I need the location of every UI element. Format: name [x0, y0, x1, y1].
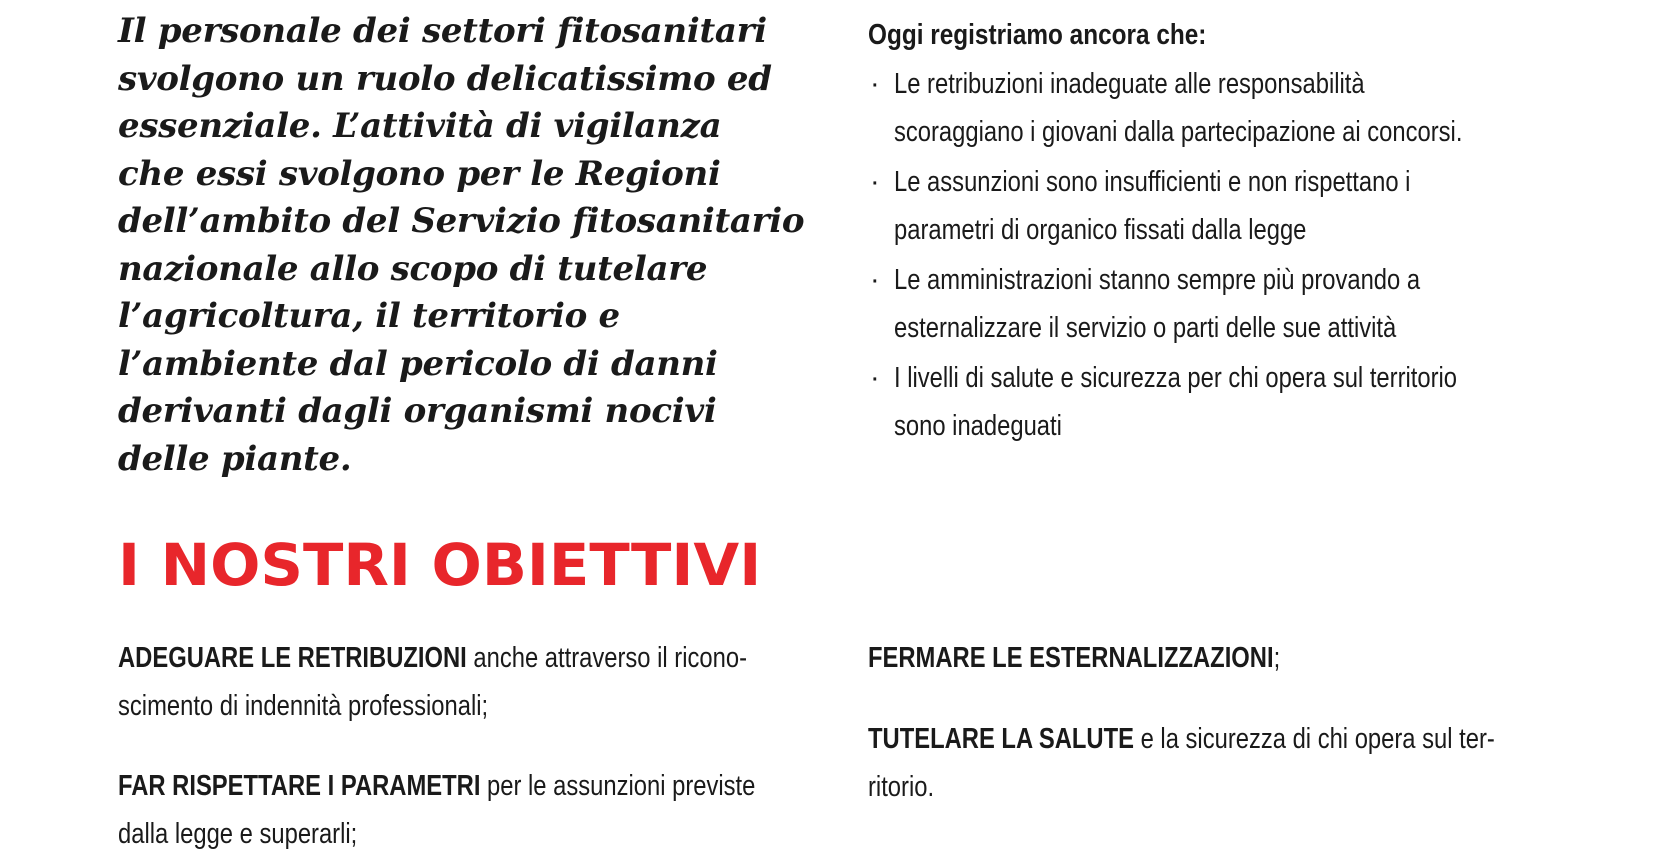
status-list-item: [868, 158, 1648, 254]
status-item-line: esternalizzare il servizio o parti delle sue attività: [894, 312, 1397, 344]
intro-line: l’ambiente dal pericolo di danni: [118, 343, 718, 384]
objective-item: [118, 634, 885, 730]
intro-line: essenziale. L’attività di vigilanza: [118, 106, 722, 146]
status-item-line: I livelli di salute e sicurezza per chi opera sul territorio: [894, 362, 1458, 394]
status-list-item: [868, 354, 1648, 450]
status-item-line: sono inadeguati: [894, 410, 1062, 442]
bullet-dot: ·: [870, 362, 880, 394]
intro-line: l’agricoltura, il territorio e: [118, 296, 620, 336]
objective-keyword: FAR RISPETTARE I PARAMETRI: [118, 770, 481, 802]
objective-line: [118, 634, 747, 682]
objective-line: [868, 715, 1495, 763]
objective-line: [868, 634, 1280, 682]
bullet-dot: ·: [870, 264, 880, 296]
intro-line: nazionale allo scopo di tutelare: [118, 248, 708, 289]
objective-item: [118, 762, 895, 858]
status-section: [868, 12, 1648, 452]
objective-line: dalla legge e superarli;: [118, 818, 358, 850]
status-item-line: Le retribuzioni inadeguate alle responsabilità: [894, 68, 1365, 100]
status-list: [868, 60, 1648, 450]
bullet-dot: ·: [870, 166, 880, 198]
objective-text: anche attraverso il ricono-: [466, 642, 747, 674]
objective-keyword: TUTELARE LA SALUTE: [868, 723, 1134, 755]
intro-line: dell’ambito del Servizio fitosanitario: [118, 201, 805, 241]
status-item-line: Le assunzioni sono insufficienti e non rispettano i: [894, 166, 1411, 198]
status-item-line: scoraggiano i giovani dalla partecipazione ai concorsi.: [894, 116, 1463, 148]
objective-keyword: ADEGUARE LE RETRIBUZIONI: [118, 642, 467, 674]
objective-line: ritorio.: [868, 771, 935, 803]
intro-line: Il personale dei settori fitosanitari: [118, 11, 767, 51]
objective-text: e la sicurezza di chi opera sul ter-: [1133, 723, 1495, 755]
objective-line: scimento di indennità professionali;: [118, 690, 489, 722]
status-item-text: [894, 354, 1648, 450]
intro-line: derivanti dagli organismi nocivi: [118, 391, 717, 431]
status-item-text: [894, 256, 1648, 352]
status-item-text: [894, 60, 1648, 156]
status-item-line: parametri di organico fissati dalla legge: [894, 214, 1307, 246]
objective-text: per le assunzioni previste: [480, 770, 756, 802]
bullet-dot: ·: [870, 68, 880, 100]
status-item-line: Le amministrazioni stanno sempre più provando a: [894, 264, 1421, 296]
status-item-text: [894, 158, 1648, 254]
objectives-title: I NOSTRI OBIETTIVI: [118, 531, 762, 599]
objective-line: [118, 762, 755, 810]
intro-line: delle piante.: [118, 438, 352, 479]
objective-item: [868, 715, 1632, 811]
status-heading: Oggi registriamo ancora che:: [868, 19, 1207, 51]
intro-paragraph: [118, 8, 818, 483]
objective-item: [868, 634, 1371, 682]
objective-keyword: FERMARE LE ESTERNALIZZAZIONI: [868, 642, 1274, 674]
status-list-item: [868, 256, 1648, 352]
status-list-item: [868, 60, 1648, 156]
objective-text: ;: [1273, 642, 1281, 674]
intro-line: che essi svolgono per le Regioni: [118, 153, 721, 194]
intro-line: svolgono un ruolo delicatissimo ed: [118, 58, 772, 99]
